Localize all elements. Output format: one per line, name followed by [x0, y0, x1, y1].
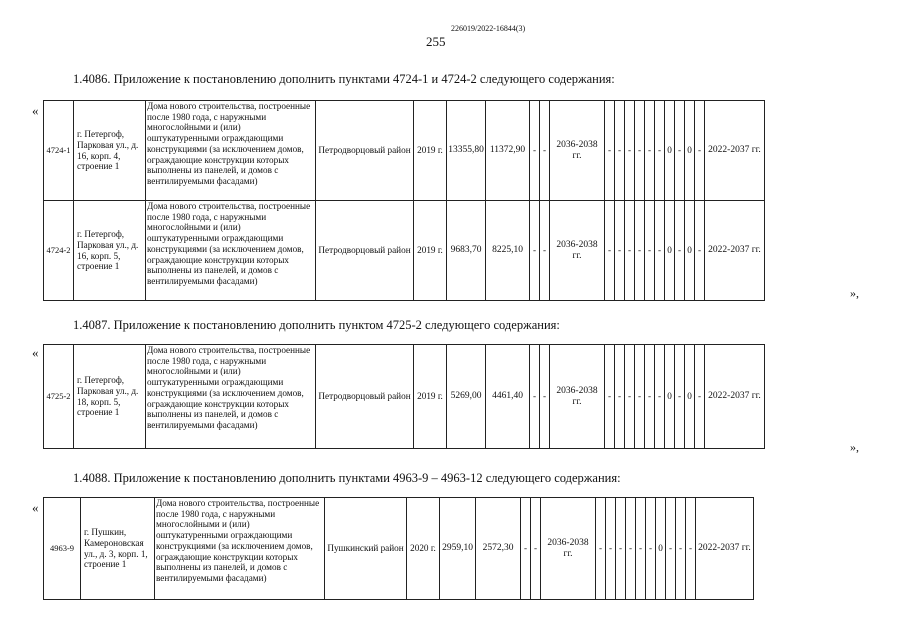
table-row [44, 101, 765, 201]
work-type-cell: - [645, 101, 655, 201]
building-type-cell: Дома нового строительства, построенные после 1980 года, с наружными многослойными и (или) оштукатуренными ограждающими конструкциями (за исключением домов, ограждающие конструкции которых выполнены из панелей, и домов с вентилируемыми фасадами) [155, 498, 325, 600]
program-period-cell: 2022-2037 гг. [705, 345, 765, 449]
work-type-cell: - [615, 201, 625, 301]
dash-cell: - [540, 201, 550, 301]
work-type-cell: - [625, 101, 635, 201]
program-period-cell: 2022-2037 гг. [705, 101, 765, 201]
work-type-cell: - [636, 498, 646, 600]
work-type-cell: 0 [685, 101, 695, 201]
dash-cell: - [531, 498, 541, 600]
program-period-cell: 2022-2037 гг. [705, 201, 765, 301]
work-type-cell: - [695, 201, 705, 301]
register-table [43, 344, 765, 449]
work-type-cell: - [695, 345, 705, 449]
work-type-cell: - [645, 201, 655, 301]
dash-cell: - [521, 498, 531, 600]
work-type-cell: 0 [685, 345, 695, 449]
work-type-cell: - [615, 345, 625, 449]
work-type-cell: - [625, 345, 635, 449]
work-type-cell: - [695, 101, 705, 201]
work-type-cell: - [655, 345, 665, 449]
building-type-cell: Дома нового строительства, построенные после 1980 года, с наружными многослойными и (или) оштукатуренными ограждающими конструкциями (за исключением домов, ограждающие конструкции которых выполнены из панелей, и домов с вентилируемыми фасадами) [146, 345, 316, 449]
page-number: 255 [426, 34, 446, 49]
section-heading: 1.4088. Приложение к постановлению дополнить пунктами 4963-9 – 4963-12 следующего содержания: [73, 471, 621, 485]
district-cell: Пушкинский район [325, 498, 407, 600]
living-area-cell: 8225,10 [486, 201, 530, 301]
work-type-cell: - [605, 345, 615, 449]
work-type-cell: - [625, 201, 635, 301]
year-cell: 2019 г. [414, 101, 447, 201]
table-row [44, 201, 765, 301]
work-type-cell: - [635, 345, 645, 449]
year-cell: 2019 г. [414, 345, 447, 449]
item-number-cell: 4724-2 [44, 201, 74, 301]
total-area-cell: 13355,80 [447, 101, 486, 201]
document-id: 226019/2022-16844(3) [451, 24, 526, 33]
work-type-cell: 0 [656, 498, 666, 600]
building-type-cell: Дома нового строительства, построенные после 1980 года, с наружными многослойными и (или) оштукатуренными ограждающими конструкциями (за исключением домов, ограждающие конструкции которых выполнены из панелей, и домов с вентилируемыми фасадами) [146, 101, 316, 201]
renovation-period-cell: 2036-2038 гг. [550, 345, 605, 449]
work-type-cell: - [626, 498, 636, 600]
work-type-cell: - [635, 201, 645, 301]
work-type-cell: - [605, 101, 615, 201]
open-quote: « [32, 103, 39, 118]
living-area-cell: 11372,90 [486, 101, 530, 201]
work-type-cell: - [646, 498, 656, 600]
work-type-cell: - [616, 498, 626, 600]
work-type-cell: - [686, 498, 696, 600]
work-type-cell: - [675, 101, 685, 201]
open-quote: « [32, 345, 39, 360]
dash-cell: - [540, 101, 550, 201]
total-area-cell: 2959,10 [440, 498, 476, 600]
address-cell: г. Пушкин, Камероновская ул., д. 3, корп. 1, строение 1 [81, 498, 155, 600]
district-cell: Петродворцовый район [316, 201, 414, 301]
table-row [44, 345, 765, 449]
renovation-period-cell: 2036-2038 гг. [541, 498, 596, 600]
address-cell: г. Петергоф, Парковая ул., д. 18, корп. 5, строение 1 [74, 345, 146, 449]
dash-cell: - [540, 345, 550, 449]
dash-cell: - [530, 101, 540, 201]
address-cell: г. Петергоф, Парковая ул., д. 16, корп. 5, строение 1 [74, 201, 146, 301]
dash-cell: - [530, 345, 540, 449]
item-number-cell: 4725-2 [44, 345, 74, 449]
total-area-cell: 9683,70 [447, 201, 486, 301]
work-type-cell: - [655, 201, 665, 301]
item-number-cell: 4724-1 [44, 101, 74, 201]
work-type-cell: - [645, 345, 655, 449]
register-table [43, 497, 754, 600]
total-area-cell: 5269,00 [447, 345, 486, 449]
work-type-cell: - [615, 101, 625, 201]
work-type-cell: - [606, 498, 616, 600]
work-type-cell: - [666, 498, 676, 600]
renovation-period-cell: 2036-2038 гг. [550, 101, 605, 201]
year-cell: 2019 г. [414, 201, 447, 301]
section-heading: 1.4086. Приложение к постановлению дополнить пунктами 4724-1 и 4724-2 следующего содержания: [73, 72, 615, 86]
living-area-cell: 4461,40 [486, 345, 530, 449]
work-type-cell: - [675, 345, 685, 449]
work-type-cell: 0 [665, 345, 675, 449]
program-period-cell: 2022-2037 гг. [696, 498, 754, 600]
work-type-cell: - [675, 201, 685, 301]
work-type-cell: 0 [685, 201, 695, 301]
building-type-cell: Дома нового строительства, построенные после 1980 года, с наружными многослойными и (или) оштукатуренными ограждающими конструкциями (за исключением домов, ограждающие конструкции которых выполнены из панелей, и домов с вентилируемыми фасадами) [146, 201, 316, 301]
work-type-cell: - [635, 101, 645, 201]
close-quote: », [850, 440, 859, 454]
address-cell: г. Петергоф, Парковая ул., д. 16, корп. 4, строение 1 [74, 101, 146, 201]
district-cell: Петродворцовый район [316, 101, 414, 201]
living-area-cell: 2572,30 [476, 498, 521, 600]
work-type-cell: - [596, 498, 606, 600]
work-type-cell: - [676, 498, 686, 600]
register-table [43, 100, 765, 301]
work-type-cell: - [605, 201, 615, 301]
year-cell: 2020 г. [407, 498, 440, 600]
section-heading: 1.4087. Приложение к постановлению дополнить пунктом 4725-2 следующего содержания: [73, 318, 560, 332]
district-cell: Петродворцовый район [316, 345, 414, 449]
item-number-cell: 4963-9 [44, 498, 81, 600]
table-row [44, 498, 754, 600]
work-type-cell: 0 [665, 201, 675, 301]
close-quote: », [850, 286, 859, 300]
renovation-period-cell: 2036-2038 гг. [550, 201, 605, 301]
work-type-cell: 0 [665, 101, 675, 201]
work-type-cell: - [655, 101, 665, 201]
dash-cell: - [530, 201, 540, 301]
open-quote: « [32, 500, 39, 515]
